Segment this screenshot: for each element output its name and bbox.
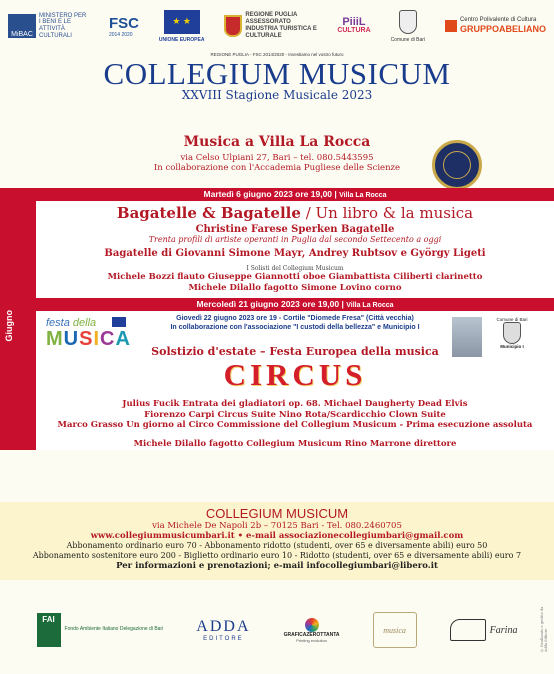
event2-subtitle: Solstizio d'estate – Festa Europea della musica (151, 345, 439, 358)
puglia-text: REGIONE PUGLIA ASSESSORATO INDUSTRIA TURISTICA E CULTURALE (245, 12, 317, 39)
event1-composers: Bagatelle di Giovanni Simone Mayr, Andrey Rubtsov e György Ligeti (104, 248, 486, 259)
footer-web-email[interactable]: www.collegiummusicumbari.it • e-mail associazionecollegiumbari@gmail.com (90, 531, 464, 541)
event1-date-bar (36, 188, 554, 201)
season-subtitle: XXVIII Stagione Musicale 2023 (181, 88, 373, 102)
bari-crest-icon (399, 10, 417, 34)
event2-date: Mercoledì 21 giugno 2023 ore 19,00 | (196, 299, 347, 309)
fai-box: FAI (37, 613, 61, 647)
festa-della: della (69, 317, 97, 329)
event1-players-1: Michele Bozzi flauto Giuseppe Giannotti oboe Giambattista Ciliberti clarinetto (107, 272, 483, 282)
piil-top: PiiiL (342, 15, 366, 28)
graf-circle-icon (305, 618, 319, 632)
festa-s: S (79, 328, 94, 350)
accademia-seal-icon (432, 140, 482, 190)
mibac-text: MINISTERO PER I BENI E LE ATTIVITÀ CULTURALI (39, 12, 87, 39)
main-title-block (0, 56, 554, 102)
month-side-band (0, 188, 36, 450)
venue-title: Musica a Villa La Rocca (183, 134, 371, 150)
abeliano-big: GRUPPOABELIANO (459, 24, 546, 35)
eu-caption: UNIONE EUROPEA (158, 36, 205, 43)
program-section (0, 188, 554, 450)
eu-logo (159, 10, 205, 43)
festa-a: A (115, 328, 131, 350)
municipio-photo (452, 317, 482, 357)
abeliano-small: Centro Polivalente di Cultura (459, 17, 537, 23)
graf-text: GRAFICAZEROTTANTA (283, 631, 340, 638)
festa-musica-logo (46, 317, 146, 357)
adda-small: EDITORE (203, 636, 244, 642)
page-title: COLLEGIUM MUSICUM (103, 56, 451, 91)
festa-c: C (100, 328, 116, 350)
event2-date-loc: Villa La Rocca (346, 302, 394, 309)
fsc-text: FSC (108, 14, 139, 32)
event2-program-1: Julius Fucik Entrata dei gladiatori op. 68. Michael Daugherty Dead Elvis (122, 399, 468, 409)
municipio-label: Municipio I (500, 344, 524, 349)
event1-author: Christine Farese Sperken Bagatelle (195, 224, 395, 235)
regione-puglia-logo (224, 12, 317, 40)
event2-program-3: Marco Grasso Un giorno al Circo Commissione del Collegium Musicum - Prima esecuzione assoluta (57, 420, 533, 431)
municipio-crest-icon (503, 322, 521, 344)
event2-info (146, 315, 444, 333)
footer-address: via Michele De Napoli 2b – 70125 Bari - Tel. 080.2460705 (152, 521, 402, 531)
venue-collab: In collaborazione con l'Accademia Pugliese delle Scienze (153, 163, 401, 173)
footer-prices-1: Abbonamento ordinario euro 70 - Abbonamento ridotto (studenti, over 65 e diversamente abili) euro 50 (66, 541, 488, 550)
fsc-sub: 2014 2020 (108, 31, 133, 38)
event1-date: Martedì 6 giugno 2023 ore 19,00 | (203, 189, 340, 199)
festa-u: U (63, 328, 80, 350)
eu-flag-small-icon (112, 317, 126, 327)
event2-performers: Michele Dilallo fagotto Collegium Musicum Rino Marrone direttore (133, 439, 457, 449)
graficazerottanta-logo (284, 618, 340, 643)
musica-calligraphy-logo: musica (373, 612, 417, 648)
municipio-crest (492, 317, 532, 349)
event2-info-1: Giovedì 22 giugno 2023 ore 19 - Cortile "Diomede Fresa" (Città vecchia) (176, 315, 414, 322)
month-label: Giugno (4, 310, 14, 342)
venue-address: via Celso Ulpiani 27, Bari – tel. 080.5443595 (180, 153, 374, 163)
event2-program-2: Fiorenzo Carpi Circus Suite Nino Rota/Scardicchio Clown Suite (144, 409, 446, 420)
farina-text: Farina (489, 624, 518, 636)
event1-panel (36, 201, 554, 298)
festa-m: M (46, 328, 64, 350)
piil-bottom: CULTURA (337, 26, 371, 34)
funding-line: REGIONE PUGLIA - FSC 2014/2020 - Investiamo nel vostro futuro (210, 52, 344, 57)
piil-cultura-logo (337, 15, 371, 34)
event1-players-2: Michele Dilallo fagotto Simone Lovino corno (188, 282, 402, 293)
piano-icon (450, 619, 486, 641)
event2-program (36, 399, 554, 431)
event1-date-loc: Villa La Rocca (339, 192, 387, 199)
fai-text: Fondo Ambiente Italiano Delegazione di Bari (64, 626, 164, 633)
municipio-comune: Comune di Bari (496, 317, 528, 322)
mibac-logo (8, 13, 89, 39)
adda-big: ADDA (196, 618, 251, 635)
eu-flag-icon: ★ ★ (164, 10, 200, 34)
footer-title: COLLEGIUM MUSICUM (205, 506, 349, 521)
festa-i: I (93, 328, 101, 350)
farina-piano-logo (450, 619, 518, 641)
event2-date-bar (36, 298, 554, 311)
event1-title-rest: / Un libro & la musica (300, 204, 474, 222)
event1-subtitle: Trenta profili di artiste operanti in Puglia dal secondo Settecento a oggi (148, 235, 442, 244)
festa-word: festa (46, 317, 70, 329)
event1-title-bold: Bagatelle & Bagatelle (116, 204, 301, 222)
mibac-mark: MiBAC (8, 14, 36, 38)
top-logo-bar (0, 0, 554, 52)
fai-logo (37, 613, 164, 647)
credit-line: © Realizzato e gestito da Adda Editore (540, 606, 548, 652)
footer-info-email[interactable]: Per informazioni e prenotazioni; e-mail infocollegiumbari@libero.it (116, 561, 438, 571)
footer-prices-2: Abbonamento sostenitore euro 200 - Biglietto ordinario euro 10 - Ridotto (studenti, over 65 e diversamente abili) euro 7 (32, 551, 522, 560)
event2-info-2: In collaborazione con l'associazione "I custodi della bellezza" e Municipio I (170, 323, 420, 331)
event1-soloists: I Solisti del Collegium Musicum (246, 265, 344, 272)
gruppo-abeliano-logo (445, 17, 546, 35)
abeliano-square-icon (445, 20, 457, 32)
sponsor-logos (0, 600, 554, 660)
fsc-logo (109, 15, 139, 38)
adda-editore-logo (196, 618, 250, 642)
puglia-shield-icon (224, 15, 242, 37)
comune-bari-logo (391, 10, 425, 43)
event2-panel (36, 311, 554, 450)
circus-title: CIRCUS (223, 357, 367, 392)
footer-info (0, 502, 554, 580)
bari-caption: Comune di Bari (390, 36, 426, 43)
graf-sub: Printing evolution (296, 637, 327, 643)
